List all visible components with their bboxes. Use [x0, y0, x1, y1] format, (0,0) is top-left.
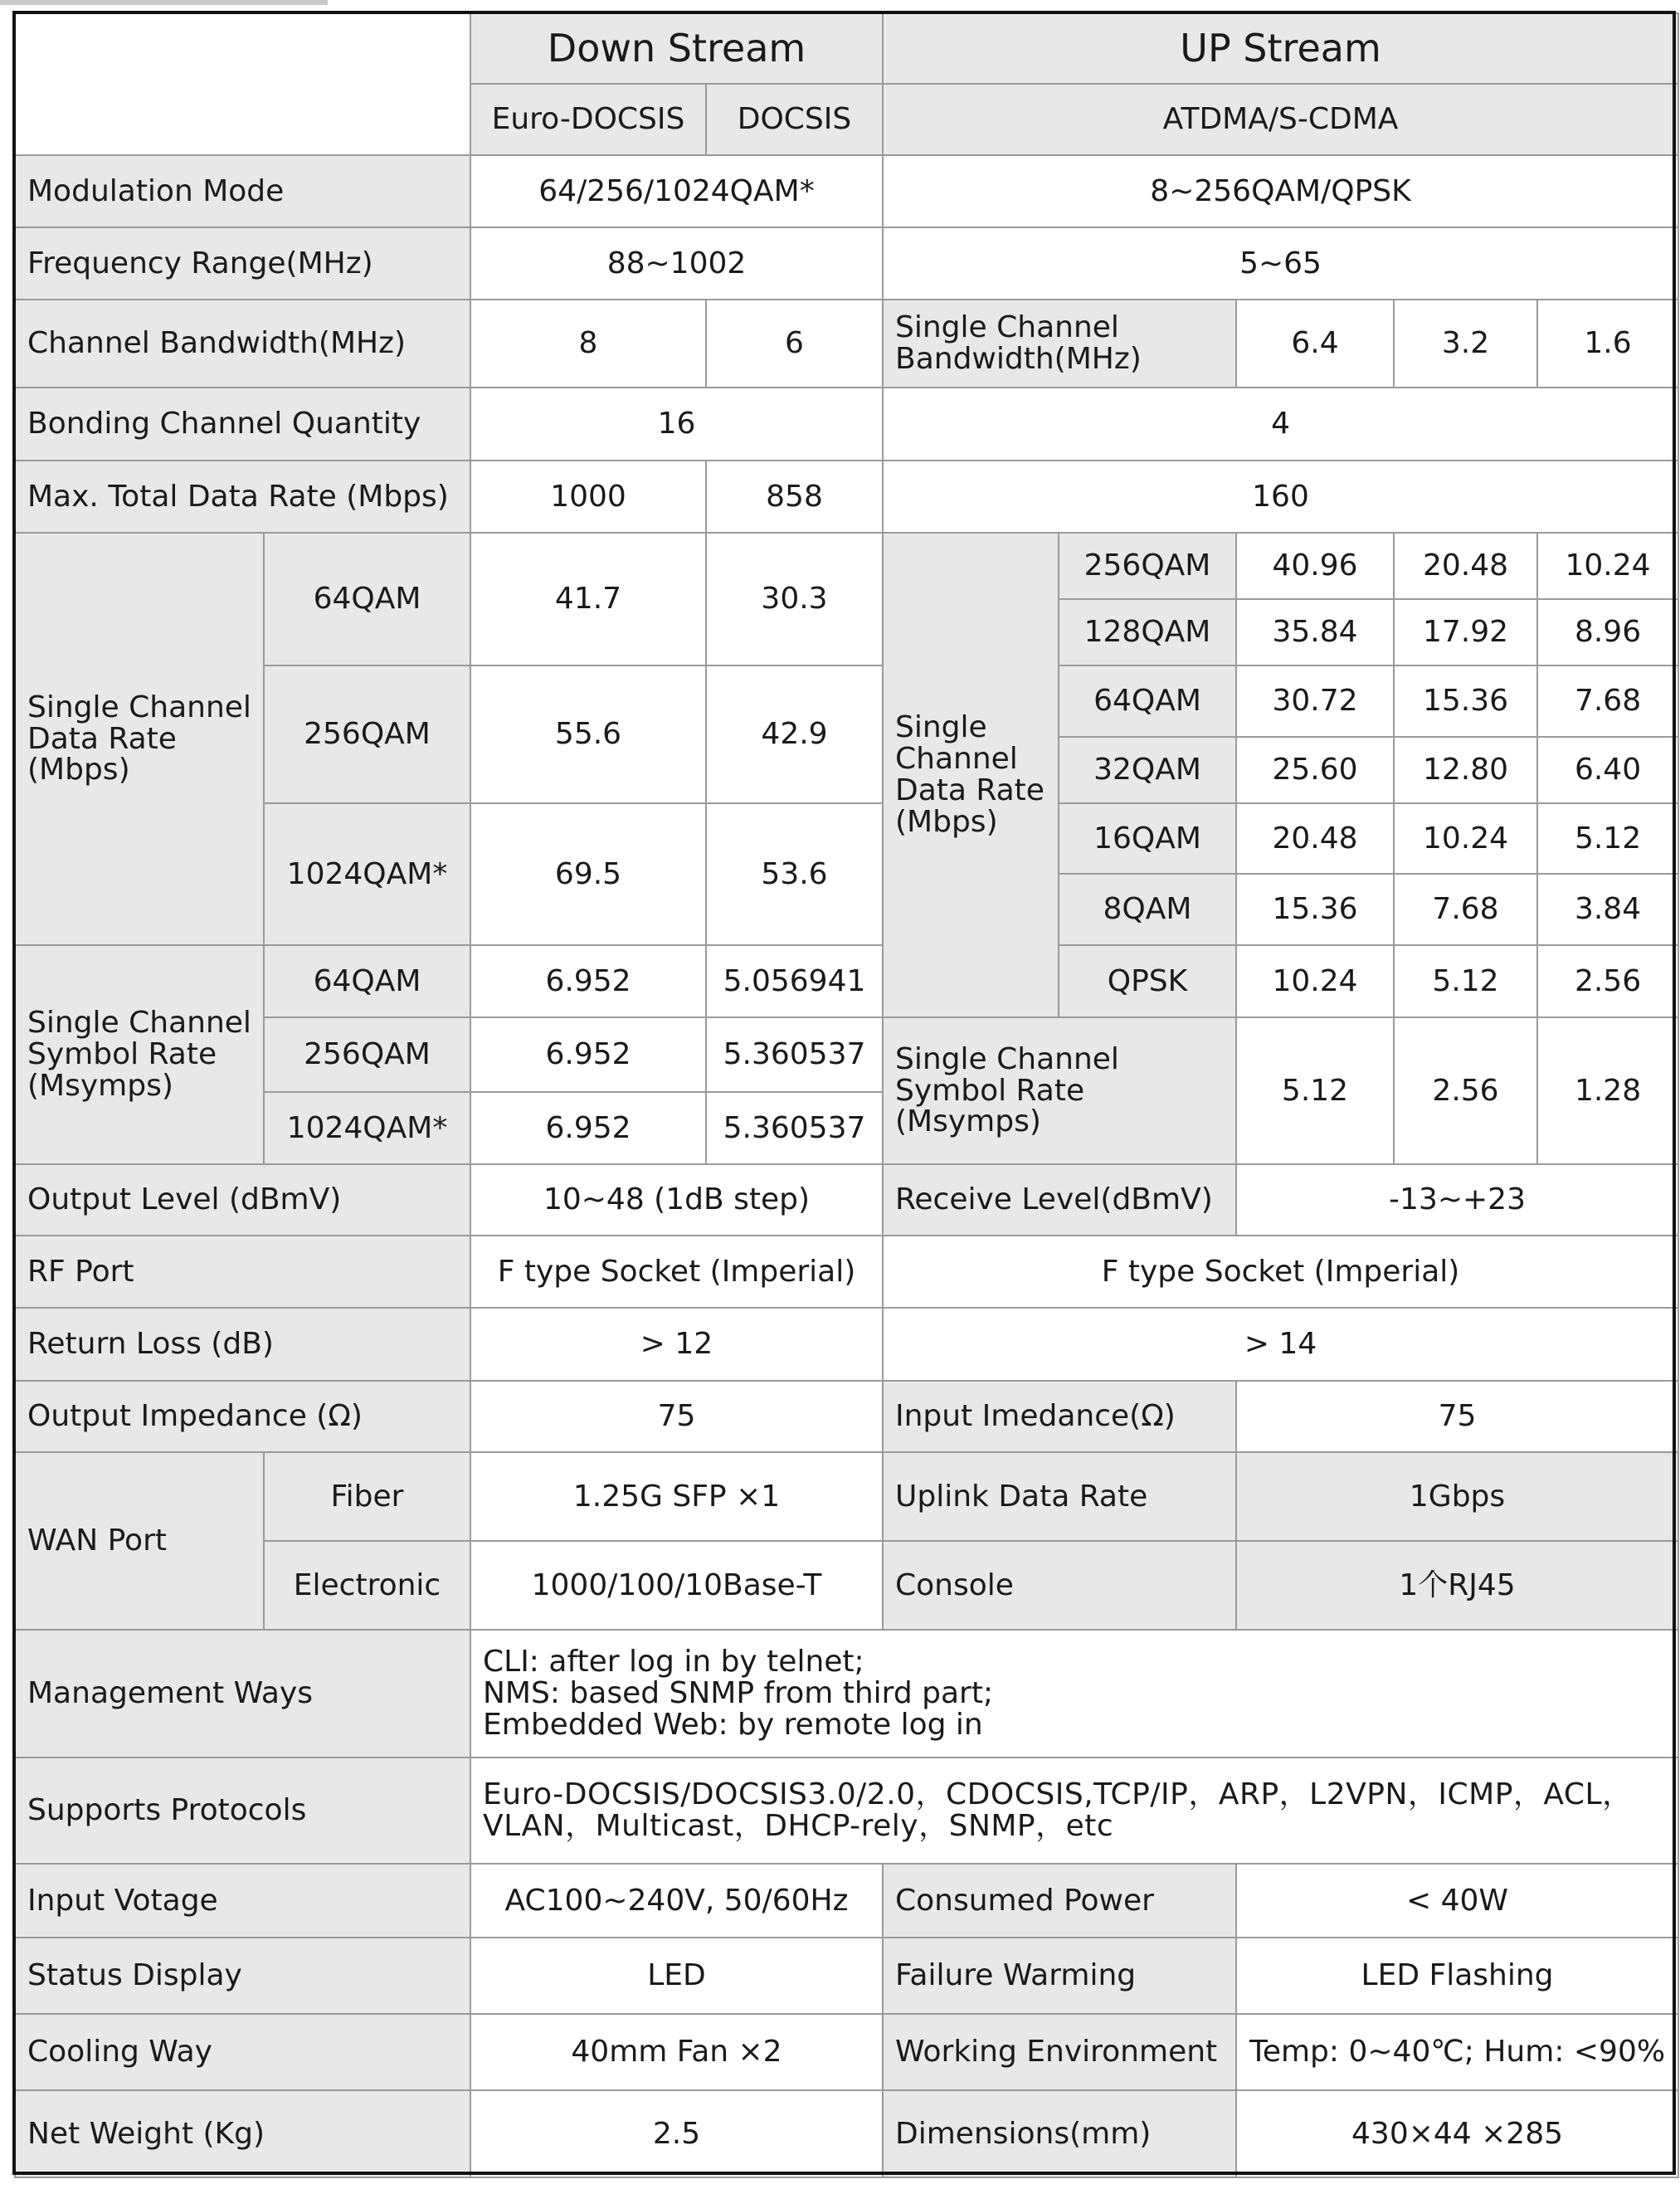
up-c: 1.28 [1537, 1017, 1678, 1164]
up-value: 75 [1236, 1381, 1678, 1452]
management-value [470, 1630, 1678, 1758]
atdma-header: ATDMA/S-CDMA [883, 84, 1678, 155]
down-value: > 12 [470, 1308, 883, 1381]
up-stream-header: UP Stream [883, 13, 1678, 84]
management-row [15, 1630, 1678, 1758]
row-label: Input Votage [15, 1864, 470, 1938]
row-label: Output Impedance (Ω) [15, 1381, 470, 1452]
down-stream-header: Down Stream [470, 13, 883, 84]
header-row-1 [15, 13, 1678, 84]
uplink-label: Uplink Data Rate [883, 1452, 1236, 1541]
up-a: 35.84 [1236, 599, 1394, 665]
down-mod: 1024QAM* [264, 803, 470, 945]
up-symbol-rate-label: Single Channel Symbol Rate (Msymps) [883, 1017, 1236, 1164]
up-mod: 128QAM [1059, 599, 1236, 665]
up-mod: 256QAM [1059, 533, 1236, 599]
up-value: 160 [883, 461, 1678, 533]
protocols-line: Euro-DOCSIS/DOCSIS3.0/2.0，CDOCSIS,TCP/IP，ARP，L2VPN，ICMP，ACL， [483, 1777, 1633, 1812]
row-label: Bonding Channel Quantity [15, 388, 470, 461]
console-label: Console [883, 1541, 1236, 1630]
down-mod: 64QAM [264, 945, 470, 1017]
up-label: Working Environment [883, 2014, 1236, 2090]
docsis-header: DOCSIS [706, 84, 883, 155]
management-line: CLI: after log in by telnet; [483, 1645, 864, 1680]
down-mod: 256QAM [264, 665, 470, 803]
up-mod: QPSK [1059, 945, 1236, 1017]
down-euro: 6.952 [470, 1017, 706, 1092]
up-value: 8~256QAM/QPSK [883, 155, 1678, 227]
data-rate-row [15, 803, 1678, 874]
wan-fiber-row [15, 1452, 1678, 1541]
row-label: Management Ways [15, 1630, 470, 1758]
up-value: 5~65 [883, 227, 1678, 300]
weight-row [15, 2090, 1678, 2177]
up-b: 10.24 [1394, 803, 1537, 874]
down-value: 10~48 (1dB step) [470, 1164, 883, 1236]
data-rate-row [15, 665, 1678, 737]
up-b: 5.12 [1394, 945, 1537, 1017]
down-value: LED [470, 1938, 883, 2014]
up-value: 4 [883, 388, 1678, 461]
euro-docsis-header: Euro-DOCSIS [470, 84, 706, 155]
header-corner [15, 13, 470, 155]
rf-port-row [15, 1236, 1678, 1308]
symbol-rate-row [15, 1017, 1678, 1092]
return-loss-row [15, 1308, 1678, 1381]
down-docsis: 5.360537 [706, 1017, 883, 1092]
up-c: 6.40 [1537, 737, 1678, 803]
down-euro: 55.6 [470, 665, 706, 803]
up-c: 10.24 [1537, 533, 1678, 599]
up-c: 7.68 [1537, 665, 1678, 737]
row-label: Status Display [15, 1938, 470, 2014]
down-symbol-rate-label: Single Channel Symbol Rate (Msymps) [15, 945, 264, 1164]
status-row [15, 1938, 1678, 2014]
output-level-row [15, 1164, 1678, 1236]
up-value: F type Socket (Imperial) [883, 1236, 1678, 1308]
management-line: NMS: based SNMP from third part; [483, 1676, 994, 1711]
protocols-line: VLAN，Multicast，DHCP-rely，SNMP，etc [483, 1809, 1114, 1843]
row-label: Cooling Way [15, 2014, 470, 2090]
down-euro: 41.7 [470, 533, 706, 665]
up-a: 30.72 [1236, 665, 1394, 737]
bandwidth-row [15, 300, 1678, 388]
wan-fiber-label: Fiber [264, 1452, 470, 1541]
down-docsis: 42.9 [706, 665, 883, 803]
wan-electronic-value: 1000/100/10Base-T [470, 1541, 883, 1630]
spec-table [14, 12, 1679, 2178]
up-label: Input Imedance(Ω) [883, 1381, 1236, 1452]
up-value: LED Flashing [1236, 1938, 1678, 2014]
up-mod: 8QAM [1059, 874, 1236, 945]
down-docsis: 53.6 [706, 803, 883, 945]
up-c: 5.12 [1537, 803, 1678, 874]
up-b: 17.92 [1394, 599, 1537, 665]
wan-electronic-label: Electronic [264, 1541, 470, 1630]
up-b: 2.56 [1394, 1017, 1537, 1164]
frequency-row [15, 227, 1678, 300]
input-voltage-row [15, 1864, 1678, 1938]
up-value-b: 3.2 [1394, 300, 1537, 388]
down-docsis: 5.056941 [706, 945, 883, 1017]
up-mod: 64QAM [1059, 665, 1236, 737]
up-mod: 32QAM [1059, 737, 1236, 803]
impedance-row [15, 1381, 1678, 1452]
wan-fiber-value: 1.25G SFP ×1 [470, 1452, 883, 1541]
docsis-value: 858 [706, 461, 883, 533]
uplink-value: 1Gbps [1236, 1452, 1678, 1541]
down-value: AC100~240V, 50/60Hz [470, 1864, 883, 1938]
wan-electronic-row [15, 1541, 1678, 1630]
down-docsis: 30.3 [706, 533, 883, 665]
down-data-rate-label: Single Channel Data Rate (Mbps) [15, 533, 264, 945]
up-label: Dimensions(mm) [883, 2090, 1236, 2177]
up-a: 40.96 [1236, 533, 1394, 599]
up-value-a: 6.4 [1236, 300, 1394, 388]
row-label: Channel Bandwidth(MHz) [15, 300, 470, 388]
row-label: Supports Protocols [15, 1758, 470, 1864]
wan-label: WAN Port [15, 1452, 264, 1630]
max-rate-row [15, 461, 1678, 533]
up-value: 430×44 ×285 [1236, 2090, 1678, 2177]
data-rate-row [15, 533, 1678, 599]
up-b: 15.36 [1394, 665, 1537, 737]
up-mod: 16QAM [1059, 803, 1236, 874]
down-docsis: 5.360537 [706, 1092, 883, 1164]
down-value: 64/256/1024QAM* [470, 155, 883, 227]
up-data-rate-label: Single Channel Data Rate (Mbps) [883, 533, 1059, 1017]
down-mod: 64QAM [264, 533, 470, 665]
euro-value: 1000 [470, 461, 706, 533]
euro-value: 8 [470, 300, 706, 388]
up-a: 5.12 [1236, 1017, 1394, 1164]
up-value: > 14 [883, 1308, 1678, 1381]
protocols-row [15, 1758, 1678, 1864]
top-edge-shadow [0, 0, 328, 5]
up-a: 25.60 [1236, 737, 1394, 803]
cooling-row [15, 2014, 1678, 2090]
console-value: 1个RJ45 [1236, 1541, 1678, 1630]
up-label: Consumed Power [883, 1864, 1236, 1938]
row-label: Output Level (dBmV) [15, 1164, 470, 1236]
down-value: 16 [470, 388, 883, 461]
down-value: 2.5 [470, 2090, 883, 2177]
down-value: F type Socket (Imperial) [470, 1236, 883, 1308]
symbol-rate-row [15, 945, 1678, 1017]
up-c: 2.56 [1537, 945, 1678, 1017]
down-euro: 6.952 [470, 1092, 706, 1164]
row-label: Max. Total Data Rate (Mbps) [15, 461, 470, 533]
row-label: Modulation Mode [15, 155, 470, 227]
row-label: Frequency Range(MHz) [15, 227, 470, 300]
down-euro: 69.5 [470, 803, 706, 945]
down-mod: 256QAM [264, 1017, 470, 1092]
up-value: Temp: 0~40℃; Hum: <90% [1236, 2014, 1678, 2090]
up-c: 3.84 [1537, 874, 1678, 945]
up-b: 7.68 [1394, 874, 1537, 945]
up-a: 20.48 [1236, 803, 1394, 874]
down-value: 88~1002 [470, 227, 883, 300]
down-value: 40mm Fan ×2 [470, 2014, 883, 2090]
up-b: 12.80 [1394, 737, 1537, 803]
modulation-row [15, 155, 1678, 227]
docsis-value: 6 [706, 300, 883, 388]
up-label: Failure Warming [883, 1938, 1236, 2014]
up-a: 15.36 [1236, 874, 1394, 945]
up-value-c: 1.6 [1537, 300, 1678, 388]
down-value: 75 [470, 1381, 883, 1452]
down-euro: 6.952 [470, 945, 706, 1017]
up-c: 8.96 [1537, 599, 1678, 665]
management-line: Embedded Web: by remote log in [483, 1707, 983, 1742]
protocols-value [470, 1758, 1678, 1864]
up-b: 20.48 [1394, 533, 1537, 599]
up-label: Single Channel Bandwidth(MHz) [883, 300, 1236, 388]
bonding-row [15, 388, 1678, 461]
up-a: 10.24 [1236, 945, 1394, 1017]
down-mod: 1024QAM* [264, 1092, 470, 1164]
row-label: Net Weight (Kg) [15, 2090, 470, 2177]
up-label: Receive Level(dBmV) [883, 1164, 1236, 1236]
row-label: RF Port [15, 1236, 470, 1308]
up-value: < 40W [1236, 1864, 1678, 1938]
row-label: Return Loss (dB) [15, 1308, 470, 1381]
up-value: -13~+23 [1236, 1164, 1678, 1236]
